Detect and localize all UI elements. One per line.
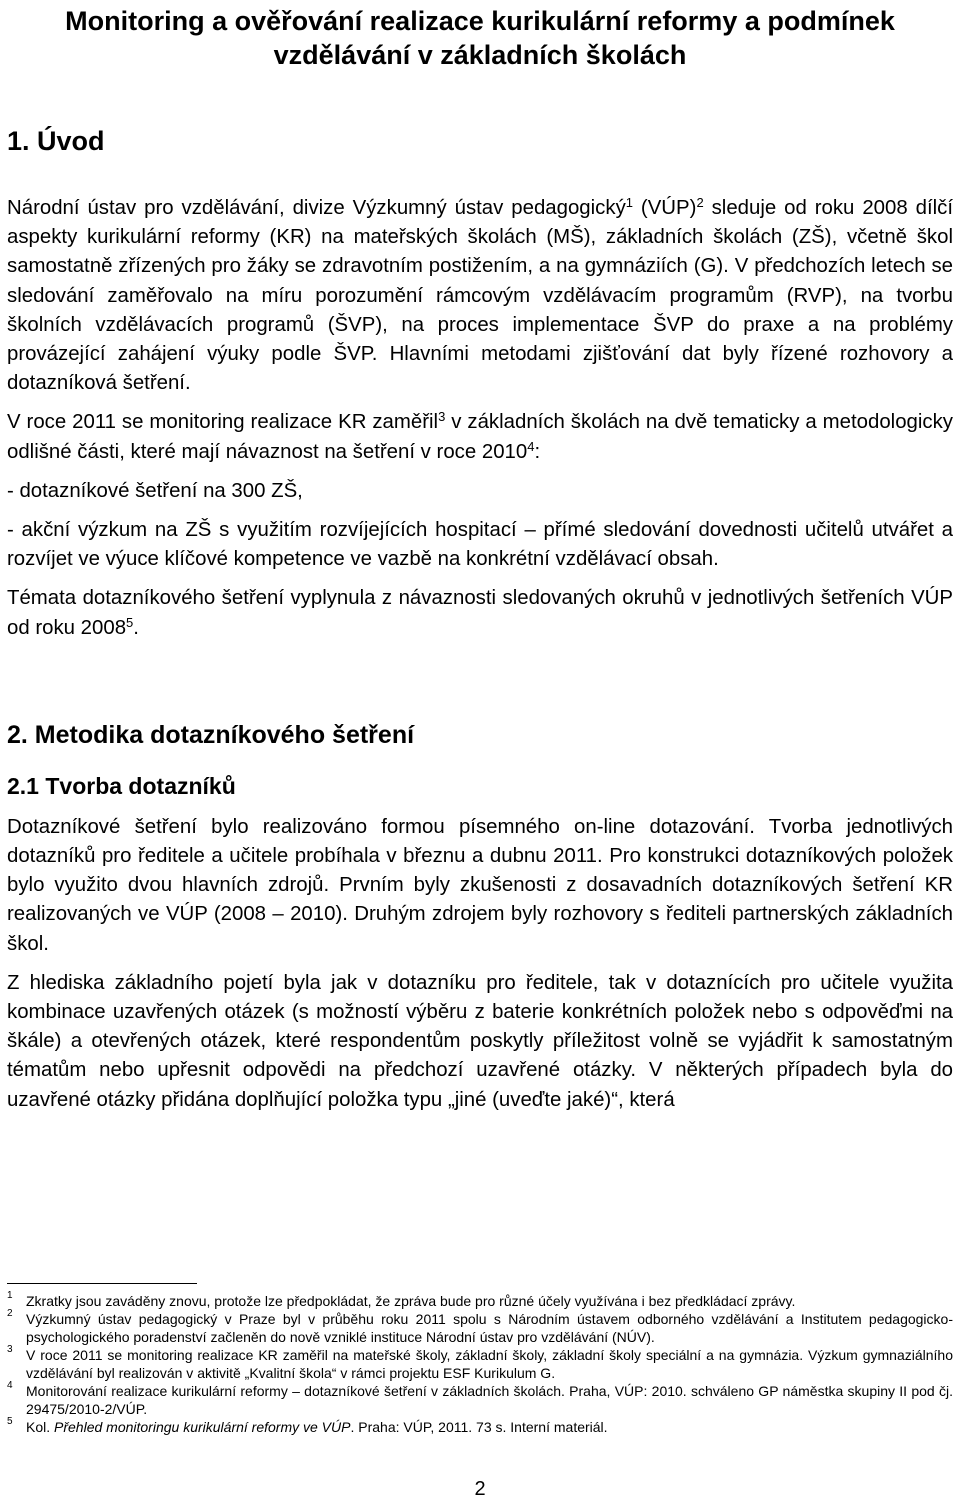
paragraph-monitoring-2011: V roce 2011 se monitoring realizace KR zaměřil$^3$ v základních školách na dvě tematicky a metodologicky odlišné části, které mají návaznost na šetření v roce 2010$^4$: <box>7 409 953 463</box>
section-heading-uvod: 1. Úvod <box>7 126 105 156</box>
document-title: Monitoring a ověřování realizace kurikulární reformy a podmínek vzdělávání v základních školách <box>65 6 895 70</box>
footnote-number: 4 <box>7 1380 13 1391</box>
footnote-5 <box>7 1418 953 1436</box>
paragraph-intro: Národní ústav pro vzdělávání, divize Výzkumný ústav pedagogický$^1$ (VÚP)$^2$ sleduje od roku 2008 dílčí aspekty kurikulární reformy (KR) na mateřských školách (MŠ), základních školách (ZŠ), včetně škol samostatně zřízených pro žáky se zdravotním postižením, a na gymnáziích (G). V předchozích letech se sledování zaměřovalo na míru porozumění rámcovým vzdělávacím programům (RVP), na tvorbu školních vzdělávacích programů (ŠVP), na proces implementace ŠVP do praxe a na problémy provázející zahájení výuky podle ŠVP. Hlavními metodami zjišťování dat byly řízené rozhovory a dotazníková šetření. <box>7 195 953 395</box>
footnote-divider <box>7 1283 197 1284</box>
footnote-ref-2[interactable]: 2 <box>696 195 704 210</box>
footnote-number: 1 <box>7 1290 13 1301</box>
paragraph-questionnaire-concept: Z hlediska základního pojetí byla jak v dotazníku pro ředitele, tak v dotaznících pro učitele využita kombinace uzavřených otázek (s možností výběru z baterie konkrétních položek nebo s odpověďmi na škále) a otevřených otázek, které respondentům poskytly příležitost volně se vyjádřit k samostatným tématům nebo upřesnit odpovědi na předchozí uzavřené otázky. V některých případech byla do uzavřené otázky přidána doplňující položka typu „jiné (uveďte jaké)“, která <box>7 971 953 1111</box>
footnote-2 <box>7 1310 953 1346</box>
paragraph-topics: Témata dotazníkového šetření vyplynula z návaznosti sledovaných okruhů v jednotlivých šetřeních VÚP od roku 2008$^5$. <box>7 587 953 639</box>
footnote-3 <box>7 1346 953 1382</box>
footnote-text: Monitorování realizace kurikulární reformy – dotazníkové šetření v základních školách. Praha, VÚP: 2010. schváleno GP náměstka skupiny II pod čj. 29475/2010-2/VÚP. <box>26 1383 953 1417</box>
footnote-text: Výzkumný ústav pedagogický v Praze byl v průběhu roku 2011 spolu s Národním ústavem odborného vzdělávání a Institutem pedagogicko-psychologického poradenství začleněn do nově vzniklé instituce Národní ústav pro vzdělávání (NÚV). <box>26 1311 953 1345</box>
paragraph-questionnaire-creation: Dotazníkové šetření bylo realizováno formou písemného on-line dotazování. Tvorba jednotlivých dotazníků pro ředitele a učitele probíhala v březnu a dubnu 2011. Pro konstrukci dotazníkových položek bylo využito dvou hlavních zdrojů. Prvním byly zkušenosti z dosavadních dotazníkových šetření KR realizovaných ve VÚP (2008 – 2010). Druhým zdrojem byly rozhovory s řediteli partnerských základních škol. <box>7 815 953 955</box>
footnote-ref-4[interactable]: 4 <box>527 438 535 454</box>
footnote-ref-5[interactable]: 5 <box>126 614 134 630</box>
footnote-1 <box>7 1292 953 1310</box>
footnote-number: 3 <box>7 1344 13 1355</box>
footnote-text: V roce 2011 se monitoring realizace KR zaměřil na mateřské školy, základní školy, základní školy speciální a na gymnázia. Výzkum gymnaziálního vzdělávání byl realizován v aktivitě „Kvalitní škola“ v rámci projektu ESF Kurikulum G. <box>26 1347 953 1381</box>
list-item-action-research: - akční výzkum na ZŠ s využitím rozvíjejících hospitací – přímé sledování dovednosti učitelů utvářet a rozvíjet ve výuce klíčové kompetence ve vazbě na konkrétní vzdělávací obsah. <box>7 519 953 571</box>
footnote-ref-3[interactable]: 3 <box>438 409 446 425</box>
section-heading-metodika: 2. Metodika dotazníkového šetření <box>7 720 415 749</box>
footnote-number: 5 <box>7 1416 13 1427</box>
footnote-text: Zkratky jsou zaváděny znovu, protože lze předpokládat, že zpráva bude pro různé účely využívána i bez předkládací zprávy. <box>26 1293 796 1309</box>
list-item-survey: - dotazníkové šetření na 300 ZŠ, <box>7 479 303 502</box>
footnote-number: 2 <box>7 1308 13 1319</box>
footnote-ref-1[interactable]: 1 <box>625 195 633 210</box>
footnote-text: Kol. Přehled monitoringu kurikulární reformy ve VÚP. Praha: VÚP, 2011. 73 s. Interní materiál. <box>26 1419 608 1435</box>
subsection-heading-tvorba: 2.1 Tvorba dotazníků <box>7 772 236 799</box>
footnotes <box>7 1283 953 1436</box>
footnote-4 <box>7 1382 953 1418</box>
page-number: 2 <box>474 1478 486 1500</box>
